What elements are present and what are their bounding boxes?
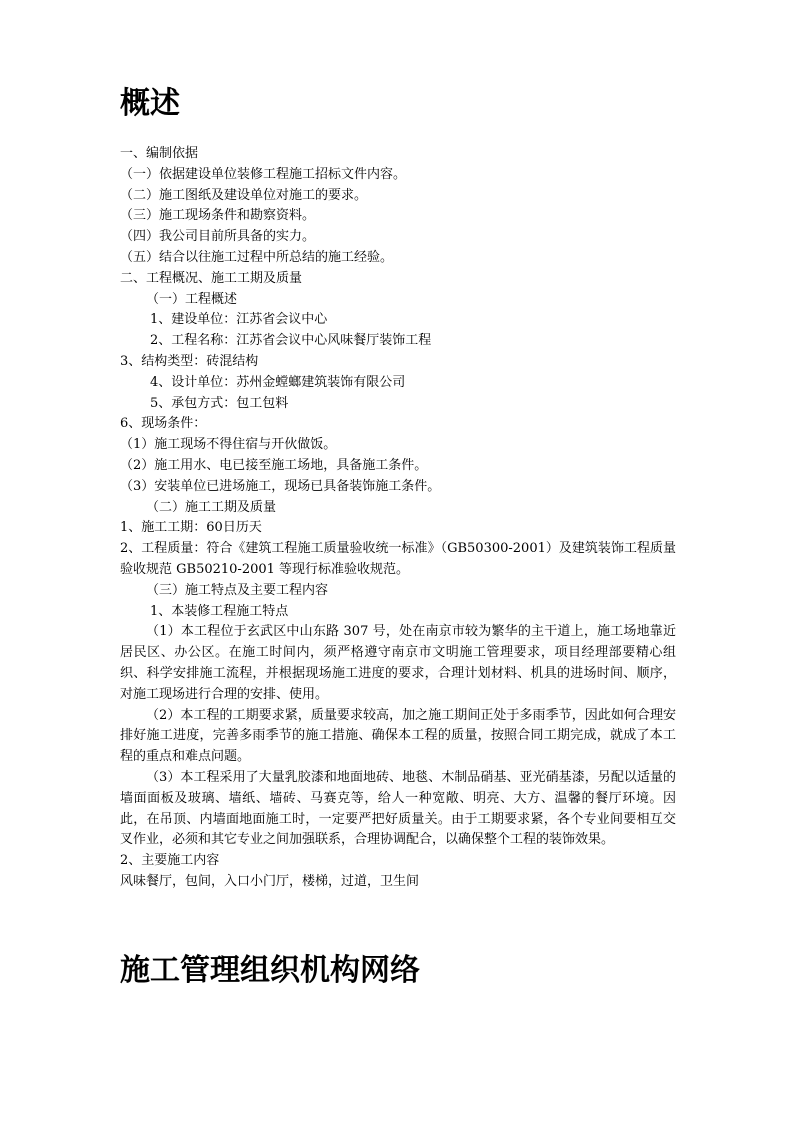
- item-quality: 2、工程质量：符合《建筑工程施工质量验收统一标准》（GB50300-2001）及建筑装饰工程质量验收规范 GB50210-2001 等现行标准验收规范。: [120, 541, 676, 577]
- site-condition-3: （3）安装单位已进场施工，现场已具备装饰施工条件。: [120, 478, 441, 494]
- subheading-overview: （一）工程概述: [146, 291, 238, 307]
- item-designer: 4、设计单位：苏州金螳螂建筑装饰有限公司: [150, 374, 406, 390]
- item-site-conditions: 6、现场条件：: [120, 416, 207, 432]
- item-main-content-title: 2、主要施工内容: [120, 853, 220, 869]
- heading-basis: 一、编制依据: [120, 146, 199, 161]
- subheading-schedule-quality: （二）施工工期及质量: [146, 499, 277, 515]
- item-structure-type: 3、结构类型：砖混结构: [120, 353, 259, 369]
- basis-item-2: （二）施工图纸及建设单位对施工的要求。: [120, 187, 368, 203]
- item-features-title: 1、本装修工程施工特点: [150, 603, 289, 619]
- item-project-name: 2、工程名称：江苏省会议中心风味餐厅装饰工程: [150, 333, 432, 349]
- site-condition-2: （2）施工用水、电已接至施工场地，具备施工条件。: [120, 457, 428, 473]
- item-contract-mode: 5、承包方式：包工包料: [150, 395, 289, 411]
- heading-project-overview: 二、工程概况、施工工期及质量: [120, 270, 303, 286]
- subheading-features: （三）施工特点及主要工程内容: [146, 582, 329, 598]
- basis-item-3: （三）施工现场条件和勘察资料。: [120, 208, 316, 224]
- basis-item-4: （四）我公司目前所具备的实力。: [120, 229, 316, 245]
- section-title-overview: 概述: [120, 86, 180, 121]
- feature-paragraph-3: （3）本工程采用了大量乳胶漆和地面地砖、地毯、木制品硝基、亚光硝基漆，另配以适量的墙面面板及玻璃、墙纸、墙砖、马赛克等，给人一种宽敞、明亮、大方、温馨的餐厅环境。因此，在吊顶、内墙面地面施工时，一定要严把好质量关。由于工期要求紧，各个专业间要相互交叉作业，必须和其它专业之间加强联系，合理协调配合，以确保整个工程的装饰效果。: [120, 769, 676, 848]
- item-main-content: 风味餐厅，包间，入口小门厅，楼梯，过道，卫生间: [120, 873, 420, 889]
- item-owner: 1、建设单位：江苏省会议中心: [150, 312, 328, 328]
- section-title-organization: 施工管理组织机构网络: [120, 953, 420, 988]
- feature-paragraph-1: （1）本工程位于玄武区中山东路 307 号，处在南京市较为繁华的主干道上，施工场地靠近居民区、办公区。在施工时间内，须严格遵守南京市文明施工管理要求，项目经理部要精心组织、科学安排施工流程，并根据现场施工进度的要求，合理计划材料、机具的进场时间、顺序，对施工现场进行合理的安排、使用。: [120, 624, 676, 702]
- feature-paragraph-2: （2）本工程的工期要求紧，质量要求较高，加之施工期间正处于多雨季节，因此如何合理安排好施工进度，完善多雨季节的施工措施、确保本工程的质量，按照合同工期完成，就成了本工程的重点和难点问题。: [120, 707, 676, 765]
- basis-item-5: （五）结合以往施工过程中所总结的施工经验。: [120, 249, 394, 265]
- item-duration: 1、施工工期：60日历天: [120, 520, 262, 536]
- site-condition-1: （1）施工现场不得住宿与开伙做饭。: [120, 437, 337, 453]
- overview-body: [120, 144, 676, 893]
- basis-item-1: （一）依据建设单位装修工程施工招标文件内容。: [120, 166, 407, 182]
